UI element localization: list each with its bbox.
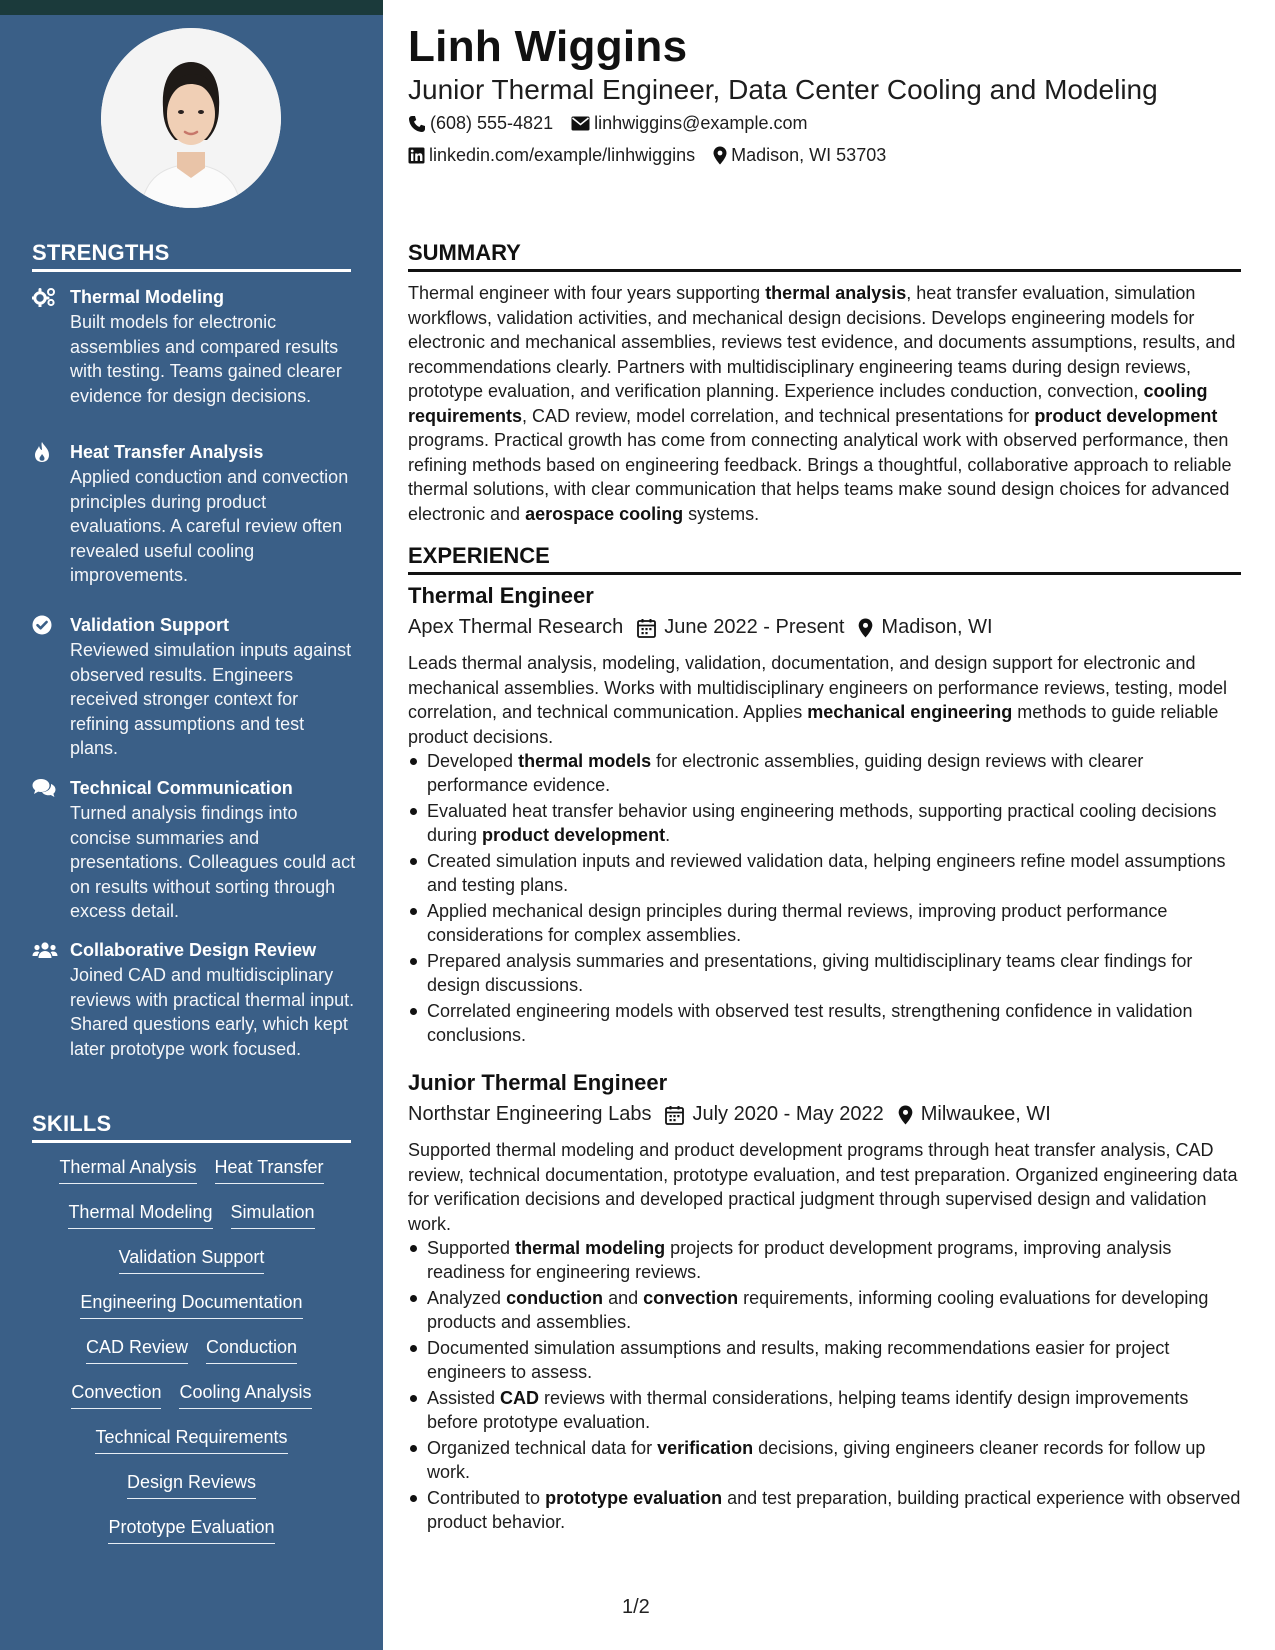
job-location <box>898 1103 1051 1126</box>
skill-tag: Technical Requirements <box>95 1425 287 1454</box>
email-text: linhwiggins@example.com <box>594 113 808 133</box>
strength-title: Thermal Modeling <box>70 286 225 307</box>
job-bullets <box>408 749 1241 1049</box>
bold-keyword: thermal models <box>518 751 652 771</box>
bold-keyword: prototype evaluation <box>545 1488 723 1508</box>
strength-item <box>32 439 357 588</box>
skill-row <box>32 1155 351 1200</box>
job-bullet: Documented simulation assumptions and results, making recommendations easier for project engineers to assess. <box>408 1336 1241 1384</box>
strength-description: Turned analysis findings into concise summaries and presentations. Colleagues could act on results without sorting through excess detail. <box>70 803 356 921</box>
bold-keyword: CAD <box>500 1388 540 1408</box>
location-contact <box>713 145 886 166</box>
skill-tag: Design Reviews <box>127 1470 256 1499</box>
location-text: Madison, WI 53703 <box>731 145 887 165</box>
check-circle-icon <box>32 614 58 636</box>
skill-tag: Simulation <box>231 1200 315 1229</box>
strength-item <box>32 775 357 924</box>
email-contact[interactable] <box>571 113 807 134</box>
job-bullet: Contributed to prototype evaluation and test preparation, building practical experience with observed product behavior. <box>408 1486 1241 1534</box>
experience-title: EXPERIENCE <box>408 543 1241 575</box>
job-location <box>858 616 992 639</box>
gears-icon <box>32 286 58 308</box>
profile-photo-illustration <box>101 28 281 208</box>
map-pin-icon <box>858 618 873 638</box>
skill-tag: Thermal Analysis <box>59 1155 196 1184</box>
linkedin-text: linkedin.com/example/linhwiggins <box>429 145 696 165</box>
candidate-headline: Junior Thermal Engineer, Data Center Cooling and Modeling <box>408 74 1158 105</box>
skill-tag: Cooling Analysis <box>179 1380 311 1409</box>
bold-keyword: product development <box>482 825 666 845</box>
strength-title: Validation Support <box>70 614 230 635</box>
strength-title: Technical Communication <box>70 777 293 798</box>
bold-keyword: verification <box>657 1438 754 1458</box>
map-pin-icon <box>898 1105 913 1125</box>
job-location-text: Milwaukee, WI <box>920 1103 1051 1125</box>
skill-row <box>32 1200 351 1245</box>
bold-keyword: product development <box>1034 405 1218 426</box>
users-icon <box>32 939 58 961</box>
envelope-icon <box>571 116 590 131</box>
skill-tag: Thermal Modeling <box>68 1200 212 1229</box>
sidebar-top-bar <box>0 0 383 15</box>
job-dates <box>637 616 844 639</box>
calendar-icon <box>637 618 656 638</box>
job-dates <box>665 1103 883 1126</box>
job-bullet: Correlated engineering models with observed test results, strengthening confidence in validation conclusions. <box>408 999 1241 1047</box>
skill-tag: CAD Review <box>86 1335 188 1364</box>
summary-title: SUMMARY <box>408 240 1241 272</box>
skill-tag: Engineering Documentation <box>80 1290 302 1319</box>
phone-contact[interactable] <box>408 113 553 134</box>
fire-icon <box>32 441 58 463</box>
bold-keyword: thermal analysis <box>765 283 907 303</box>
job-dates-text: June 2022 - Present <box>664 616 845 638</box>
job-dates-text: July 2020 - May 2022 <box>692 1103 884 1125</box>
candidate-name: Linh Wiggins <box>408 22 688 71</box>
job-title: Junior Thermal Engineer <box>408 1070 668 1095</box>
skill-tag: Heat Transfer <box>215 1155 324 1184</box>
skill-row <box>32 1470 351 1515</box>
bold-keyword: cooling requirements <box>408 381 1208 426</box>
job-description: Leads thermal analysis, modeling, validation, documentation, and design support for electronic and mechanical assemblies. Works with multidisciplinary engineers on performance reviews, testing, model correlation, and technical communication. Applies mechanical engineering methods to guide reliable product decisions. <box>408 653 1228 747</box>
strength-item <box>32 612 357 761</box>
skill-tag: Validation Support <box>119 1245 265 1274</box>
skill-row <box>32 1335 351 1380</box>
comments-icon <box>32 777 58 799</box>
job-bullet: Organized technical data for verification decisions, giving engineers cleaner records for follow up work. <box>408 1436 1241 1484</box>
bold-keyword: thermal modeling <box>515 1238 666 1258</box>
linkedin-contact[interactable] <box>408 145 695 166</box>
contact-row <box>408 113 825 134</box>
calendar-icon <box>665 1105 684 1125</box>
job-bullet: Evaluated heat transfer behavior using engineering methods, supporting practical cooling decisions during product development. <box>408 799 1241 847</box>
phone-text: (608) 555-4821 <box>430 113 554 133</box>
skill-row <box>32 1515 351 1560</box>
job-company: Northstar Engineering Labs <box>408 1103 652 1125</box>
sidebar <box>0 0 383 1650</box>
linkedin-icon <box>408 147 425 164</box>
job-bullet: Supported thermal modeling projects for product development programs, improving analysis readiness for engineering reviews. <box>408 1236 1241 1284</box>
job-company: Apex Thermal Research <box>408 616 624 638</box>
job-location-text: Madison, WI <box>881 616 993 638</box>
job-meta <box>408 1103 1051 1126</box>
skill-row <box>32 1290 351 1335</box>
strength-item <box>32 284 357 408</box>
job-bullet: Prepared analysis summaries and presentations, giving multidisciplinary teams clear findings for design discussions. <box>408 949 1241 997</box>
phone-icon <box>408 115 426 133</box>
summary-text: Thermal engineer with four years supporting thermal analysis, heat transfer evaluation, simulation workflows, validation activities, and mechanical design decisions. Develops engineering models for electronic and mechanical assemblies, reviews test evidence, and documents assumptions, results, and recommendations clearly. Partners with multidisciplinary engineering teams during design reviews, prototype evaluation, and verification planning. Experience includes conduction, convection, cooling requirements, CAD review, model correlation, and technical presentations for product development programs. Practical growth has come from connecting analytical work with observed performance, then refining methods based on engineering feedback. Brings a thoughtful, collaborative approach to reliable thermal solutions, with clear communication that helps teams make sound design choices for advanced electronic and aerospace cooling systems. <box>408 283 1236 524</box>
strength-title: Collaborative Design Review <box>70 939 317 960</box>
strength-item <box>32 937 357 1061</box>
strengths-title: STRENGTHS <box>32 240 351 272</box>
job-bullet: Developed thermal models for electronic assemblies, guiding design reviews with clearer performance evidence. <box>408 749 1241 797</box>
skill-tag: Conduction <box>206 1335 297 1364</box>
bold-keyword: mechanical engineering <box>807 702 1013 722</box>
job-bullet: Analyzed conduction and convection requirements, informing cooling evaluations for developing products and assemblies. <box>408 1286 1241 1334</box>
bold-keyword: convection <box>643 1288 739 1308</box>
skill-row <box>32 1380 351 1425</box>
skills-title: SKILLS <box>32 1111 351 1143</box>
contact-row <box>408 145 904 166</box>
map-pin-icon <box>713 146 727 165</box>
skill-row <box>32 1425 351 1470</box>
skill-tag: Prototype Evaluation <box>108 1515 274 1544</box>
strength-title: Heat Transfer Analysis <box>70 441 264 462</box>
skill-tag: Convection <box>71 1380 161 1409</box>
job-bullets <box>408 1236 1241 1536</box>
skill-row <box>32 1245 351 1290</box>
strength-description: Joined CAD and multidisciplinary reviews with practical thermal input. Shared questions early, which kept later prototype work focused. <box>70 965 355 1059</box>
profile-photo <box>101 28 281 208</box>
bold-keyword: conduction <box>506 1288 604 1308</box>
strength-description: Reviewed simulation inputs against observed results. Engineers received stronger context for refining assumptions and test plans. <box>70 640 352 758</box>
job-bullet: Created simulation inputs and reviewed validation data, helping engineers refine model assumptions and testing plans. <box>408 849 1241 897</box>
job-description: Supported thermal modeling and product development programs through heat transfer analysis, CAD review, technical documentation, prototype evaluation, and test preparation. Organized engineering data for verification decisions and developed practical judgment through supervised design and validation work. <box>408 1140 1238 1234</box>
job-meta <box>408 616 993 639</box>
bold-keyword: aerospace cooling <box>525 503 684 524</box>
job-bullet: Applied mechanical design principles during thermal reviews, improving product performance considerations for complex assemblies. <box>408 899 1241 947</box>
job-bullet: Assisted CAD reviews with thermal considerations, helping teams identify design improvements before prototype evaluation. <box>408 1386 1241 1434</box>
page-number: 1/2 <box>622 1596 650 1618</box>
strength-description: Built models for electronic assemblies and compared results with testing. Teams gained clearer evidence for design decisions. <box>70 312 342 406</box>
skills-list <box>32 1155 351 1560</box>
strength-description: Applied conduction and convection principles during product evaluations. A careful review often revealed useful cooling improvements. <box>70 467 349 585</box>
job-title: Thermal Engineer <box>408 583 594 608</box>
